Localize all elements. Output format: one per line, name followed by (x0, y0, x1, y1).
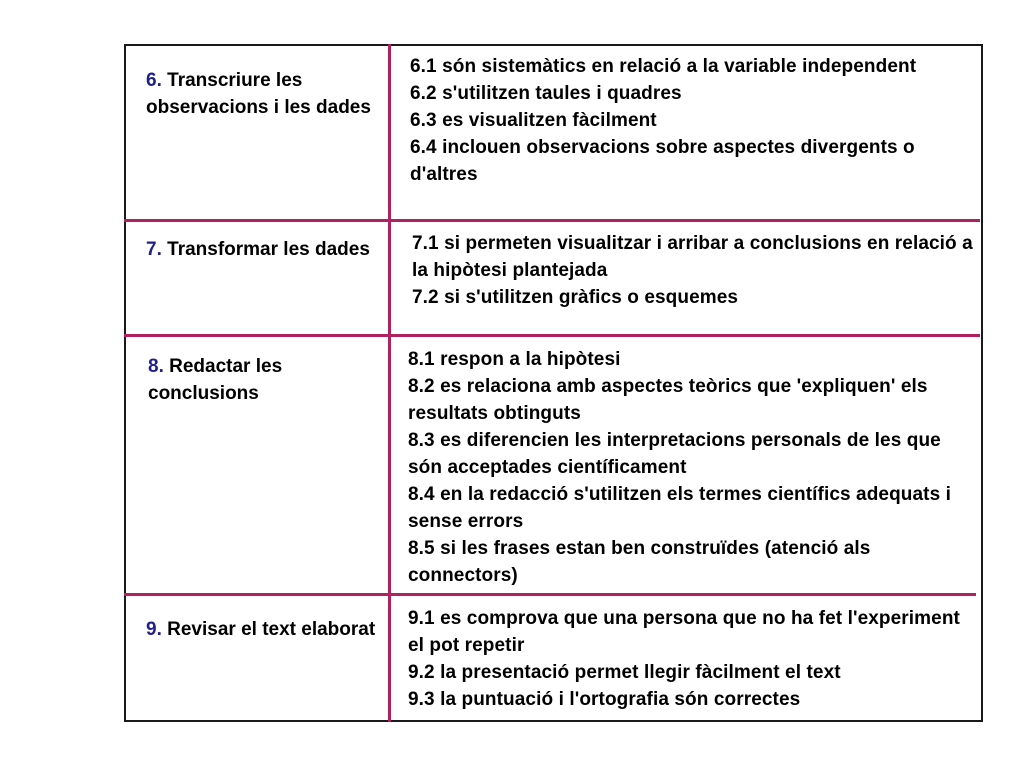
column-divider (388, 44, 391, 722)
criterion-item: 8.1 respon a la hipòtesi (408, 349, 621, 370)
criterion-item: 8.4 en la redacció s'utilitzen els termes científics adequats i sense errors (408, 484, 952, 532)
criterion-item: 6.4 inclouen observacions sobre aspectes divergents o d'altres (410, 137, 915, 185)
step-7-title (146, 236, 378, 263)
step-title: Redactar les conclusions (148, 356, 283, 404)
criterion-item: 6.1 són sistemàtics en relació a la variable independent (410, 56, 917, 77)
step-6-title (146, 67, 378, 121)
criterion-item: 7.2 si s'utilitzen gràfics o esquemes (412, 287, 739, 308)
step-9-criteria (408, 605, 973, 713)
step-number: 6. (146, 70, 162, 91)
step-title: Transcriure les observacions i les dades (146, 70, 371, 118)
criterion-item: 8.5 si les frases estan ben construïdes (atenció als connectors) (408, 538, 871, 586)
step-number: 7. (146, 239, 162, 260)
criterion-item: 9.2 la presentació permet llegir fàcilment el text (408, 662, 841, 683)
criterion-item: 9.1 es comprova que una persona que no ha fet l'experiment el pot repetir (408, 608, 960, 656)
row-divider (124, 593, 976, 596)
criterion-item: 8.3 es diferencien les interpretacions personals de les que són acceptades científicament (408, 430, 941, 478)
criterion-item: 7.1 si permeten visualitzar i arribar a conclusions en relació a la hipòtesi plantejada (412, 233, 973, 281)
step-number: 8. (148, 356, 164, 377)
criterion-item: 6.3 es visualitzen fàcilment (410, 110, 657, 131)
step-6-criteria (410, 53, 975, 188)
row-divider (124, 334, 980, 337)
step-7-criteria (412, 230, 977, 311)
criterion-item: 6.2 s'utilitzen taules i quadres (410, 83, 682, 104)
row-divider (124, 219, 980, 222)
step-9-title (146, 616, 378, 643)
step-title: Transformar les dades (161, 239, 370, 260)
criterion-item: 8.2 es relaciona amb aspectes teòrics que 'expliquen' els resultats obtinguts (408, 376, 928, 424)
step-8-title (148, 353, 380, 407)
criterion-item: 9.3 la puntuació i l'ortografia són correctes (408, 689, 801, 710)
step-8-criteria (408, 346, 973, 589)
step-title: Revisar el text elaborat (161, 619, 376, 640)
step-number: 9. (146, 619, 162, 640)
